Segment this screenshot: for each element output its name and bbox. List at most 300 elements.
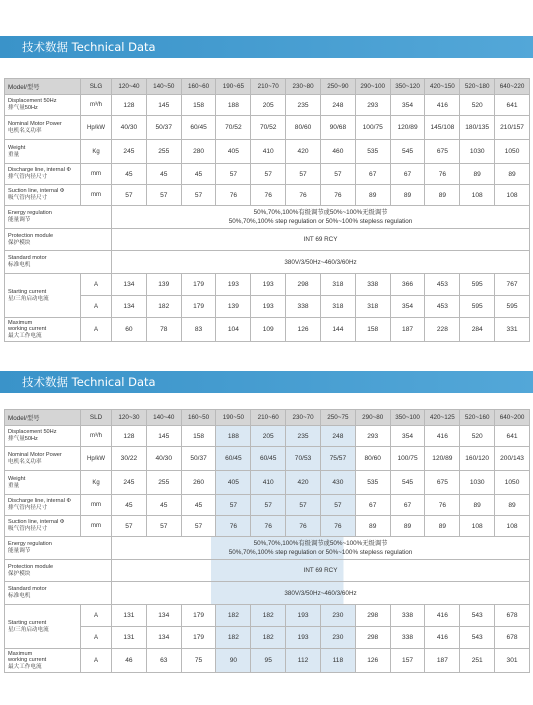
value-cell: 70/53 — [286, 447, 321, 471]
row-label-en: Weight — [8, 475, 26, 482]
value-cell: 89 — [390, 516, 425, 537]
value-cell: 118 — [320, 649, 355, 673]
value-cell: 76 — [425, 164, 460, 185]
value-cell: 76 — [251, 185, 286, 206]
value-cell: 134 — [112, 274, 147, 296]
value-cell: 50/37 — [181, 447, 216, 471]
value-cell: 338 — [390, 627, 425, 649]
table-row — [5, 605, 530, 627]
value-cell: 46 — [112, 649, 147, 673]
span-text: 50%,70%,100% step regulation or 50%~100% stepless regulation — [228, 549, 413, 556]
value-cell: 187 — [425, 649, 460, 673]
value-cell: 112 — [286, 649, 321, 673]
value-cell: 78 — [146, 318, 181, 342]
value-cell: 298 — [286, 274, 321, 296]
value-cell: 134 — [146, 605, 181, 627]
unit-cell: mm — [81, 495, 112, 516]
value-cell: 109 — [251, 318, 286, 342]
unit-cell: m³/h — [81, 426, 112, 447]
value-cell: 1030 — [460, 140, 495, 164]
value-cell: 60 — [112, 318, 147, 342]
model-cell: 250~75 — [320, 410, 355, 426]
value-cell: 75/57 — [320, 447, 355, 471]
value-cell: 179 — [181, 627, 216, 649]
value-cell: 200/143 — [495, 447, 530, 471]
value-cell: 338 — [355, 274, 390, 296]
value-cell: 405 — [216, 471, 251, 495]
value-cell: 453 — [425, 296, 460, 318]
row-label — [5, 649, 81, 673]
value-cell: 160/120 — [460, 447, 495, 471]
value-cell: 248 — [320, 426, 355, 447]
value-cell: 67 — [355, 164, 390, 185]
value-cell: 293 — [355, 426, 390, 447]
value-cell: 63 — [146, 649, 181, 673]
row-label-en: Suction line, internal Φ — [8, 188, 65, 195]
row-label-en: Nominal Motor Power — [8, 451, 62, 458]
model-cell: 250~90 — [320, 79, 355, 95]
row-label-cn: 重量 — [8, 482, 20, 489]
table-row — [5, 229, 530, 251]
value-cell: 45 — [181, 495, 216, 516]
value-cell: 675 — [425, 471, 460, 495]
table-row — [5, 185, 530, 206]
value-cell: 57 — [146, 185, 181, 206]
row-label — [5, 495, 81, 516]
value-cell: 57 — [286, 495, 321, 516]
value-cell: 60/45 — [216, 447, 251, 471]
value-cell: 248 — [320, 95, 355, 116]
value-cell: 228 — [425, 318, 460, 342]
value-cell: 453 — [425, 274, 460, 296]
value-cell: 70/52 — [216, 116, 251, 140]
unit-cell: Kg — [81, 140, 112, 164]
span-text: INT 69 RCY — [303, 236, 338, 243]
value-cell: 89 — [425, 185, 460, 206]
span-text: 380V/3/50Hz~460/3/60Hz — [284, 589, 357, 597]
series-header: SLD — [81, 410, 112, 426]
value-cell: 108 — [495, 185, 530, 206]
value-cell: 318 — [320, 296, 355, 318]
value-cell: 57 — [320, 164, 355, 185]
table-row — [5, 516, 530, 537]
row-label-en: Discharge line, internal Φ — [8, 167, 71, 174]
value-cell: 543 — [460, 627, 495, 649]
value-cell: 1030 — [460, 471, 495, 495]
value-cell: 90 — [216, 649, 251, 673]
span-value — [112, 537, 530, 560]
row-label — [5, 447, 81, 471]
span-value — [112, 560, 530, 582]
model-cell: 120~30 — [112, 410, 147, 426]
value-cell: 210/157 — [495, 116, 530, 140]
value-cell: 416 — [425, 95, 460, 116]
row-label — [5, 537, 112, 560]
table-row — [5, 471, 530, 495]
model-cell: 520~180 — [460, 79, 495, 95]
row-label-part: Maximum — [8, 319, 33, 326]
value-cell: 545 — [390, 471, 425, 495]
value-cell: 410 — [251, 140, 286, 164]
row-label-part: Maximum — [8, 650, 33, 657]
row-label-en: Displacement 50Hz — [8, 429, 57, 436]
value-cell: 430 — [320, 471, 355, 495]
value-cell: 188 — [216, 426, 251, 447]
model-cell: 290~100 — [355, 79, 390, 95]
value-cell: 126 — [286, 318, 321, 342]
value-cell: 1050 — [495, 140, 530, 164]
value-cell: 104 — [216, 318, 251, 342]
technical-data-table — [4, 78, 530, 342]
value-cell: 354 — [390, 296, 425, 318]
value-cell: 520 — [460, 426, 495, 447]
row-label-part: working current — [8, 657, 47, 664]
model-header: Model/型号 — [5, 79, 81, 95]
value-cell: 76 — [286, 516, 321, 537]
value-cell: 354 — [390, 95, 425, 116]
span-value — [112, 251, 530, 274]
model-cell: 350~100 — [390, 410, 425, 426]
table-row — [5, 318, 530, 342]
value-cell: 67 — [355, 495, 390, 516]
value-cell: 298 — [355, 627, 390, 649]
row-label-en: Discharge line, internal Φ — [8, 498, 71, 505]
section-title: 技术数据 Technical Data — [22, 40, 156, 54]
value-cell: 57 — [251, 495, 286, 516]
model-cell: 210~60 — [251, 410, 286, 426]
model-cell: 210~70 — [251, 79, 286, 95]
value-cell: 410 — [251, 471, 286, 495]
value-cell: 76 — [320, 516, 355, 537]
value-cell: 89 — [355, 185, 390, 206]
value-cell: 145 — [146, 426, 181, 447]
model-cell: 140~50 — [146, 79, 181, 95]
value-cell: 1050 — [495, 471, 530, 495]
table-row — [5, 582, 530, 605]
unit-cell: m³/h — [81, 95, 112, 116]
span-text: INT 69 RCY — [303, 567, 338, 574]
value-cell: 420 — [286, 140, 321, 164]
value-cell: 158 — [181, 95, 216, 116]
value-cell: 193 — [251, 296, 286, 318]
value-cell: 89 — [390, 185, 425, 206]
value-cell: 128 — [112, 95, 147, 116]
row-label-part: working current — [8, 326, 47, 333]
value-cell: 230 — [320, 627, 355, 649]
row-label — [5, 229, 112, 251]
value-cell: 108 — [460, 516, 495, 537]
value-cell: 57 — [181, 185, 216, 206]
value-cell: 179 — [181, 296, 216, 318]
value-cell: 416 — [425, 426, 460, 447]
value-cell: 57 — [112, 185, 147, 206]
value-cell: 95 — [251, 649, 286, 673]
value-cell: 251 — [460, 649, 495, 673]
value-cell: 76 — [251, 516, 286, 537]
model-cell: 420~150 — [425, 79, 460, 95]
row-label-cn: 排气管内径尺寸 — [8, 174, 48, 180]
value-cell: 182 — [216, 627, 251, 649]
value-cell: 545 — [390, 140, 425, 164]
value-cell: 205 — [251, 95, 286, 116]
value-cell: 158 — [181, 426, 216, 447]
unit-cell: A — [81, 627, 112, 649]
row-label-cn: 排气量50Hz — [8, 105, 38, 111]
row-label-en: Energy regulation — [8, 210, 52, 217]
value-cell: 366 — [390, 274, 425, 296]
value-cell: 45 — [181, 164, 216, 185]
row-label-en: Displacement 50Hz — [8, 98, 57, 105]
value-cell: 76 — [216, 516, 251, 537]
value-cell: 188 — [216, 95, 251, 116]
value-cell: 83 — [181, 318, 216, 342]
row-label — [5, 206, 112, 229]
value-cell: 131 — [112, 605, 147, 627]
span-value — [112, 229, 530, 251]
unit-cell: mm — [81, 185, 112, 206]
value-cell: 193 — [286, 605, 321, 627]
model-cell: 120~40 — [112, 79, 147, 95]
value-cell: 158 — [355, 318, 390, 342]
header-row — [5, 410, 530, 426]
value-cell: 230 — [320, 605, 355, 627]
value-cell: 108 — [460, 185, 495, 206]
value-cell: 298 — [355, 605, 390, 627]
row-label-cn: 标准电机 — [8, 593, 31, 599]
unit-cell: A — [81, 318, 112, 342]
model-cell: 640~200 — [495, 410, 530, 426]
value-cell: 145 — [146, 95, 181, 116]
span-text: 380V/3/50Hz~460/3/60Hz — [284, 258, 357, 266]
row-label-cn: 星/三角启动电流 — [8, 626, 49, 633]
table-row — [5, 537, 530, 560]
table-row — [5, 560, 530, 582]
row-label — [5, 318, 81, 342]
model-cell: 350~120 — [390, 79, 425, 95]
row-label-cn: 吸气管内径尺寸 — [8, 526, 48, 532]
value-cell: 76 — [425, 495, 460, 516]
value-cell: 535 — [355, 471, 390, 495]
table-row — [5, 95, 530, 116]
value-cell: 293 — [355, 95, 390, 116]
value-cell: 134 — [112, 296, 147, 318]
span-text: 50%,70%,100%有级调节或50%~100%无级调节 — [253, 540, 388, 547]
value-cell: 128 — [112, 426, 147, 447]
unit-cell: A — [81, 296, 112, 318]
value-cell: 76 — [286, 185, 321, 206]
row-label — [5, 164, 81, 185]
row-label — [5, 426, 81, 447]
value-cell: 182 — [146, 296, 181, 318]
value-cell: 75 — [181, 649, 216, 673]
table-row — [5, 426, 530, 447]
row-label-cn: 排气量50Hz — [8, 436, 38, 442]
value-cell: 67 — [390, 164, 425, 185]
value-cell: 57 — [320, 495, 355, 516]
unit-cell: mm — [81, 516, 112, 537]
value-cell: 57 — [146, 516, 181, 537]
value-cell: 89 — [355, 516, 390, 537]
span-value — [112, 582, 530, 605]
table-body — [5, 95, 530, 342]
row-label-en: Starting current — [8, 288, 47, 295]
row-label-en: Standard motor — [8, 586, 47, 593]
table-row — [5, 140, 530, 164]
value-cell: 205 — [251, 426, 286, 447]
model-cell: 520~160 — [460, 410, 495, 426]
value-cell: 354 — [390, 426, 425, 447]
value-cell: 460 — [320, 140, 355, 164]
technical-data-table — [4, 409, 530, 673]
table-row — [5, 649, 530, 673]
row-label-cn: 电机名义功率 — [8, 458, 42, 465]
row-label — [5, 140, 81, 164]
value-cell: 89 — [495, 164, 530, 185]
row-label-part: 最大工作电流 — [8, 332, 42, 339]
span-text: 50%,70%,100% step regulation or 50%~100% stepless regulation — [228, 218, 413, 225]
value-cell: 80/60 — [355, 447, 390, 471]
value-cell: 89 — [425, 516, 460, 537]
value-cell: 187 — [390, 318, 425, 342]
unit-cell: Kg — [81, 471, 112, 495]
table-row — [5, 495, 530, 516]
value-cell: 120/89 — [425, 447, 460, 471]
table-row — [5, 164, 530, 185]
value-cell: 60/45 — [251, 447, 286, 471]
row-label-cn: 保护模块 — [8, 570, 31, 577]
value-cell: 108 — [495, 516, 530, 537]
table-row — [5, 251, 530, 274]
value-cell: 416 — [425, 605, 460, 627]
value-cell: 100/75 — [390, 447, 425, 471]
table-row — [5, 627, 530, 649]
value-cell: 595 — [495, 296, 530, 318]
row-label — [5, 116, 81, 140]
model-cell: 190~50 — [216, 410, 251, 426]
value-cell: 280 — [181, 140, 216, 164]
value-cell: 245 — [112, 471, 147, 495]
value-cell: 57 — [112, 516, 147, 537]
model-cell: 230~80 — [286, 79, 321, 95]
value-cell: 338 — [390, 605, 425, 627]
value-cell: 767 — [495, 274, 530, 296]
row-label-en: Nominal Motor Power — [8, 120, 62, 127]
value-cell: 139 — [216, 296, 251, 318]
value-cell: 595 — [460, 274, 495, 296]
value-cell: 89 — [460, 495, 495, 516]
table-row — [5, 206, 530, 229]
value-cell: 144 — [320, 318, 355, 342]
value-cell: 134 — [146, 627, 181, 649]
value-cell: 416 — [425, 627, 460, 649]
value-cell: 182 — [251, 605, 286, 627]
row-label — [5, 95, 81, 116]
row-label-cn: 能量调节 — [8, 217, 31, 223]
row-label-en: Starting current — [8, 619, 47, 626]
value-cell: 179 — [181, 274, 216, 296]
value-cell: 255 — [146, 140, 181, 164]
row-label-cn: 排气管内径尺寸 — [8, 505, 48, 511]
row-label-en: Energy regulation — [8, 541, 52, 548]
value-cell: 60/45 — [181, 116, 216, 140]
value-cell: 318 — [355, 296, 390, 318]
value-cell: 80/60 — [286, 116, 321, 140]
value-cell: 57 — [216, 164, 251, 185]
row-label-en: Suction line, internal Φ — [8, 519, 65, 526]
value-cell: 235 — [286, 426, 321, 447]
value-cell: 120/89 — [390, 116, 425, 140]
value-cell: 338 — [286, 296, 321, 318]
value-cell: 157 — [390, 649, 425, 673]
value-cell: 520 — [460, 95, 495, 116]
value-cell: 182 — [251, 627, 286, 649]
row-label — [5, 274, 81, 318]
value-cell: 139 — [146, 274, 181, 296]
value-cell: 90/68 — [320, 116, 355, 140]
value-cell: 641 — [495, 95, 530, 116]
row-label-cn: 标准电机 — [8, 262, 31, 268]
unit-cell: mm — [81, 164, 112, 185]
model-cell: 160~60 — [181, 79, 216, 95]
row-label-cn: 吸气管内径尺寸 — [8, 195, 48, 201]
value-cell: 245 — [112, 140, 147, 164]
value-cell: 70/52 — [251, 116, 286, 140]
value-cell: 57 — [286, 164, 321, 185]
value-cell: 145/108 — [425, 116, 460, 140]
value-cell: 193 — [216, 274, 251, 296]
value-cell: 182 — [216, 605, 251, 627]
value-cell: 331 — [495, 318, 530, 342]
value-cell: 420 — [286, 471, 321, 495]
value-cell: 595 — [460, 296, 495, 318]
table-row — [5, 447, 530, 471]
value-cell: 193 — [286, 627, 321, 649]
value-cell: 193 — [251, 274, 286, 296]
series-header: SLG — [81, 79, 112, 95]
table-row — [5, 296, 530, 318]
model-cell: 420~125 — [425, 410, 460, 426]
model-cell: 290~80 — [355, 410, 390, 426]
model-cell: 160~50 — [181, 410, 216, 426]
value-cell: 89 — [495, 495, 530, 516]
model-cell: 230~70 — [286, 410, 321, 426]
value-cell: 100/75 — [355, 116, 390, 140]
model-header: Model/型号 — [5, 410, 81, 426]
row-label-cn: 保护模块 — [8, 239, 31, 246]
value-cell: 67 — [390, 495, 425, 516]
unit-cell: A — [81, 649, 112, 673]
row-label-en: Protection module — [8, 232, 54, 239]
value-cell: 57 — [216, 495, 251, 516]
model-cell: 640~220 — [495, 79, 530, 95]
row-label-part: 最大工作电流 — [8, 663, 42, 670]
value-cell: 45 — [112, 495, 147, 516]
value-cell: 255 — [146, 471, 181, 495]
value-cell: 76 — [320, 185, 355, 206]
model-cell: 140~40 — [146, 410, 181, 426]
row-label-cn: 电机名义功率 — [8, 127, 42, 134]
value-cell: 126 — [355, 649, 390, 673]
span-text: 50%,70%,100%有级调节或50%~100%无级调节 — [253, 209, 388, 216]
row-label-en: Standard motor — [8, 255, 47, 262]
value-cell: 641 — [495, 426, 530, 447]
unit-cell: A — [81, 605, 112, 627]
value-cell: 179 — [181, 605, 216, 627]
value-cell: 284 — [460, 318, 495, 342]
value-cell: 678 — [495, 627, 530, 649]
row-label-cn: 重量 — [8, 151, 20, 158]
value-cell: 57 — [181, 516, 216, 537]
